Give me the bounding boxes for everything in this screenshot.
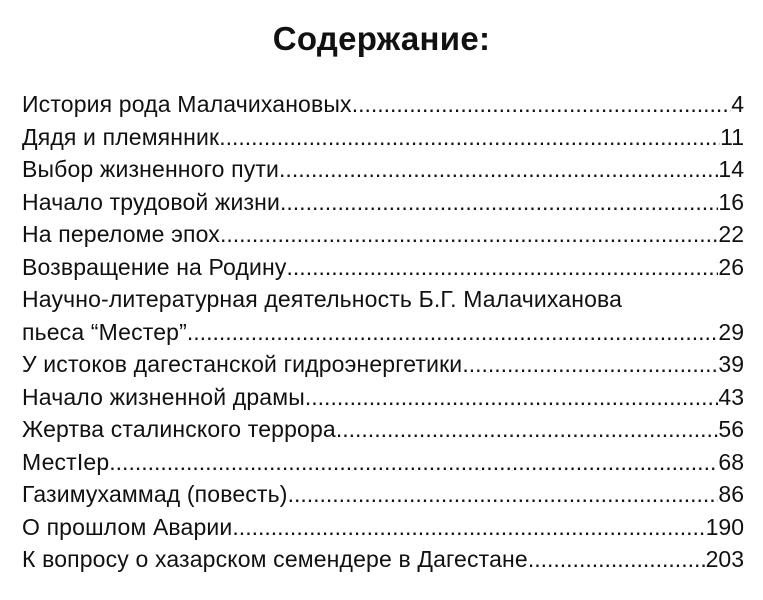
toc-entry-title: У истоков дагестанской гидроэнергетики [22, 351, 463, 377]
toc-entry-page: 43 [718, 383, 744, 410]
dot-leader [352, 88, 732, 121]
toc-entry [22, 348, 744, 381]
toc-entry-title: История рода Малачихановых [22, 91, 352, 117]
toc-entry [22, 153, 744, 186]
toc-entry-title: Начало трудовой жизни [22, 188, 281, 215]
toc-entry [22, 186, 744, 219]
toc-entry-title: На переломе эпох [22, 221, 220, 247]
toc-entry-title: Начало жизненной драмы [22, 383, 305, 410]
toc-entry [22, 478, 744, 511]
toc-entry-title: пьеса “Местер” [22, 318, 187, 345]
toc-entry-page: 39 [718, 351, 744, 377]
dot-leader [109, 446, 718, 479]
dot-leader [305, 381, 719, 414]
toc-entry-title: МестIер [22, 448, 110, 475]
toc-entry-page: 16 [718, 188, 744, 215]
dot-leader [287, 251, 719, 284]
toc-entry [22, 121, 744, 154]
toc-entry [22, 283, 744, 348]
toc-entry-page: 29 [718, 318, 744, 345]
dot-leader [462, 348, 718, 381]
toc-entry [22, 88, 744, 121]
toc-entry-page: 26 [718, 253, 744, 280]
toc-entry [22, 381, 744, 414]
toc-entry-page: 190 [705, 513, 744, 540]
dot-leader [219, 121, 720, 154]
toc-entry-title-line1: Научно-литературная деятельность Б.Г. Малачиханова [22, 286, 623, 312]
toc-entry [22, 511, 744, 544]
toc-entry-title: Дядя и племянник [22, 123, 220, 150]
toc-entry-page: 4 [731, 91, 744, 117]
toc-entry-page: 14 [718, 156, 744, 182]
toc-entry [22, 218, 744, 251]
toc-entry-title: Возвращение на Родину [22, 253, 287, 280]
page-title: Содержание: [272, 20, 491, 57]
toc-entry-title: О прошлом Аварии [22, 513, 233, 540]
toc-entry [22, 543, 744, 576]
toc-entry [22, 251, 744, 284]
dot-leader [187, 316, 719, 349]
toc-entry [22, 413, 744, 446]
toc-entry-page: 203 [705, 546, 744, 572]
toc-entry-page: 86 [718, 481, 744, 507]
dot-leader [232, 511, 705, 544]
dot-leader [288, 478, 719, 511]
toc-entry [22, 446, 744, 479]
toc-entry-title: Газимухаммад (повесть) [22, 481, 288, 507]
toc-entry-page: 22 [718, 221, 744, 247]
dot-leader [220, 218, 718, 251]
dot-leader [279, 153, 718, 186]
toc-entry-page: 11 [720, 123, 744, 150]
toc-entry-title: К вопросу о хазарском семендере в Дагестане [22, 546, 528, 572]
toc-entry-page: 56 [718, 416, 744, 442]
toc-entry-page: 68 [718, 448, 744, 475]
dot-leader [528, 543, 706, 576]
toc-entry-title: Выбор жизненного пути [22, 156, 280, 182]
dot-leader [280, 186, 718, 219]
toc-entry-title: Жертва сталинского террора [22, 416, 336, 442]
table-of-contents [22, 88, 744, 576]
dot-leader [336, 413, 719, 446]
